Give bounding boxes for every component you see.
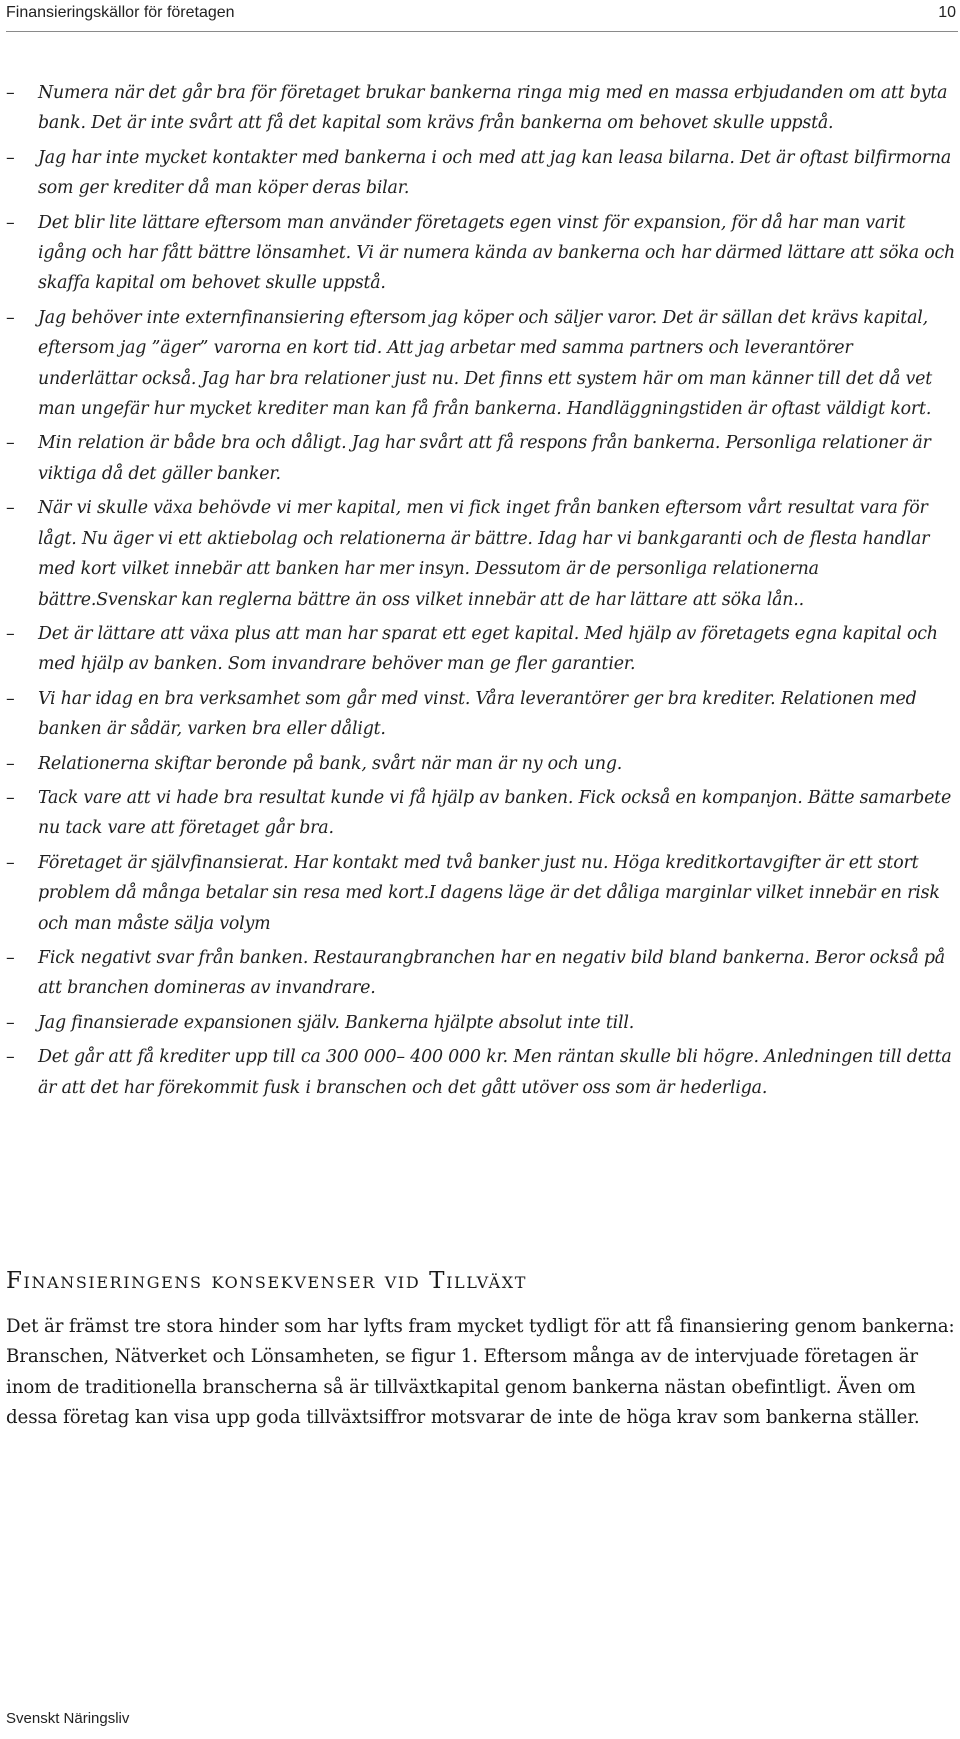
section-heading: Finansieringens konsekvenser vid Tillväxt bbox=[6, 1268, 528, 1294]
quote-text: Fick negativt svar från banken. Restaurangbranchen har en negativ bild bland bankerna. Beror också på att branchen domineras av invandrare. bbox=[38, 947, 945, 999]
quote-text: Jag har inte mycket kontakter med bankerna i och med att jag kan leasa bilarna. Det är oftast bilfirmorna som ger krediter då man köper deras bilar. bbox=[38, 147, 952, 199]
quote-text: Jag finansierade expansionen själv. Bankerna hjälpte absolut inte till. bbox=[38, 1012, 635, 1033]
dash-bullet: – bbox=[6, 787, 15, 808]
page-number: 10 bbox=[938, 4, 956, 21]
quote-item bbox=[6, 493, 956, 615]
dash-bullet: – bbox=[6, 947, 15, 968]
dash-bullet: – bbox=[6, 498, 15, 519]
quote-item bbox=[6, 684, 956, 745]
dash-bullet: – bbox=[6, 1047, 15, 1068]
dash-bullet: – bbox=[6, 623, 15, 644]
dash-bullet: – bbox=[6, 147, 15, 168]
quote-text: Min relation är både bra och dåligt. Jag har svårt att få respons från bankerna. Personliga relationer är viktiga då det gäller banker. bbox=[38, 433, 931, 484]
dash-bullet: – bbox=[6, 433, 15, 454]
quote-item bbox=[6, 1042, 956, 1103]
quote-text: När vi skulle växa behövde vi mer kapital, men vi fick inget från banken eftersom vårt resultat vara för lågt. Nu äger vi ett aktiebolag och relationerna är bättre. Idag har vi bankgaranti och de flesta handlar med kort vilket innebär att banken har mer insyn. Dessutom är de personliga relationerna bättre.Svenskar kan reglerna bättre än oss vilket innebär att de har lättare att söka lån.. bbox=[38, 498, 930, 610]
quote-text: Relationerna skiftar beronde på bank, svårt när man är ny och ung. bbox=[38, 753, 623, 774]
quote-text: Det går att få krediter upp till ca 300 000– 400 000 kr. Men räntan skulle bli högre. Anledningen till detta är att det har förekommit fusk i branschen och det gått utöver oss som är hederliga. bbox=[38, 1047, 952, 1098]
quote-item bbox=[6, 303, 956, 425]
quote-text: Vi har idag en bra verksamhet som går med vinst. Våra leverantörer ger bra krediter. Relationen med banken är sådär, varken bra eller dåligt. bbox=[38, 688, 917, 740]
quote-text: Numera när det går bra för företaget brukar bankerna ringa mig med en massa erbjudanden om att byta bank. Det är inte svårt att få det kapital som krävs från bankerna om behovet skulle uppstå. bbox=[38, 83, 948, 134]
quote-item bbox=[6, 208, 956, 299]
quote-item bbox=[6, 143, 956, 204]
footer-publisher: Svenskt Näringsliv bbox=[6, 1710, 130, 1727]
quote-item bbox=[6, 428, 956, 489]
dash-bullet: – bbox=[6, 1012, 15, 1033]
quote-item bbox=[6, 78, 956, 139]
quote-text: Det blir lite lättare eftersom man använder företagets egen vinst för expansion, för då har man varit igång och har fått bättre lönsamhet. Vi är numera kända av bankerna och har därmed lättare att söka och skaffa kapital om behovet skulle uppstå. bbox=[38, 212, 956, 294]
quote-text: Företaget är självfinansierat. Har kontakt med två banker just nu. Höga kreditkortavgifter är ett stort problem då många betalar sin resa med kort.I dagens läge är det dåliga marginlar vilket innebär en risk och man måste sälja volym bbox=[38, 852, 940, 934]
dash-bullet: – bbox=[6, 83, 15, 103]
running-header bbox=[6, 0, 958, 32]
dash-bullet: – bbox=[6, 688, 15, 709]
section-paragraph: Det är främst tre stora hinder som har lyfts fram mycket tydligt för att få finansiering genom bankerna: Branschen, Nätverket och Lönsamheten, se figur 1. Eftersom många av de intervjuade företagen är inom de traditionella branscherna så är tillväxtkapital genom bankerna nästan obefintligt. Även om dessa företag kan visa upp goda tillväxtsiffror motsvarar de inte de höga krav som bankerna ställer. bbox=[6, 1316, 955, 1429]
quote-item bbox=[6, 619, 956, 680]
section-growth-consequences bbox=[6, 1268, 956, 1434]
quote-text: Jag behöver inte externfinansiering eftersom jag köper och säljer varor. Det är sällan det krävs kapital, eftersom jag ”äger” varorna en kort tid. Att jag arbetar med samma partners och leverantörer underlättar också. Jag har bra relationer just nu. Det finns ett system här om man känner till det då vet man ungefär hur mycket krediter man kan få från bankerna. Handläggningstiden är oftast väldigt kort. bbox=[38, 307, 933, 420]
quote-text: Det är lättare att växa plus att man har sparat ett eget kapital. Med hjälp av företagets egna kapital och med hjälp av banken. Som invandrare behöver man ge fler garantier. bbox=[38, 623, 938, 675]
quote-item bbox=[6, 783, 956, 844]
quote-text: Tack vare att vi hade bra resultat kunde vi få hjälp av banken. Fick också en kompanjon. Bätte samarbete nu tack vare att företaget går bra. bbox=[38, 787, 952, 839]
document-title: Finansieringskällor för företagen bbox=[6, 4, 235, 21]
dash-bullet: – bbox=[6, 307, 15, 328]
dash-bullet: – bbox=[6, 753, 15, 774]
quote-item bbox=[6, 943, 956, 1004]
quote-item bbox=[6, 1008, 956, 1038]
dash-bullet: – bbox=[6, 212, 15, 233]
quote-item bbox=[6, 749, 956, 779]
dash-bullet: – bbox=[6, 852, 15, 873]
quote-item bbox=[6, 848, 956, 939]
interview-quotes-list bbox=[6, 78, 956, 1107]
